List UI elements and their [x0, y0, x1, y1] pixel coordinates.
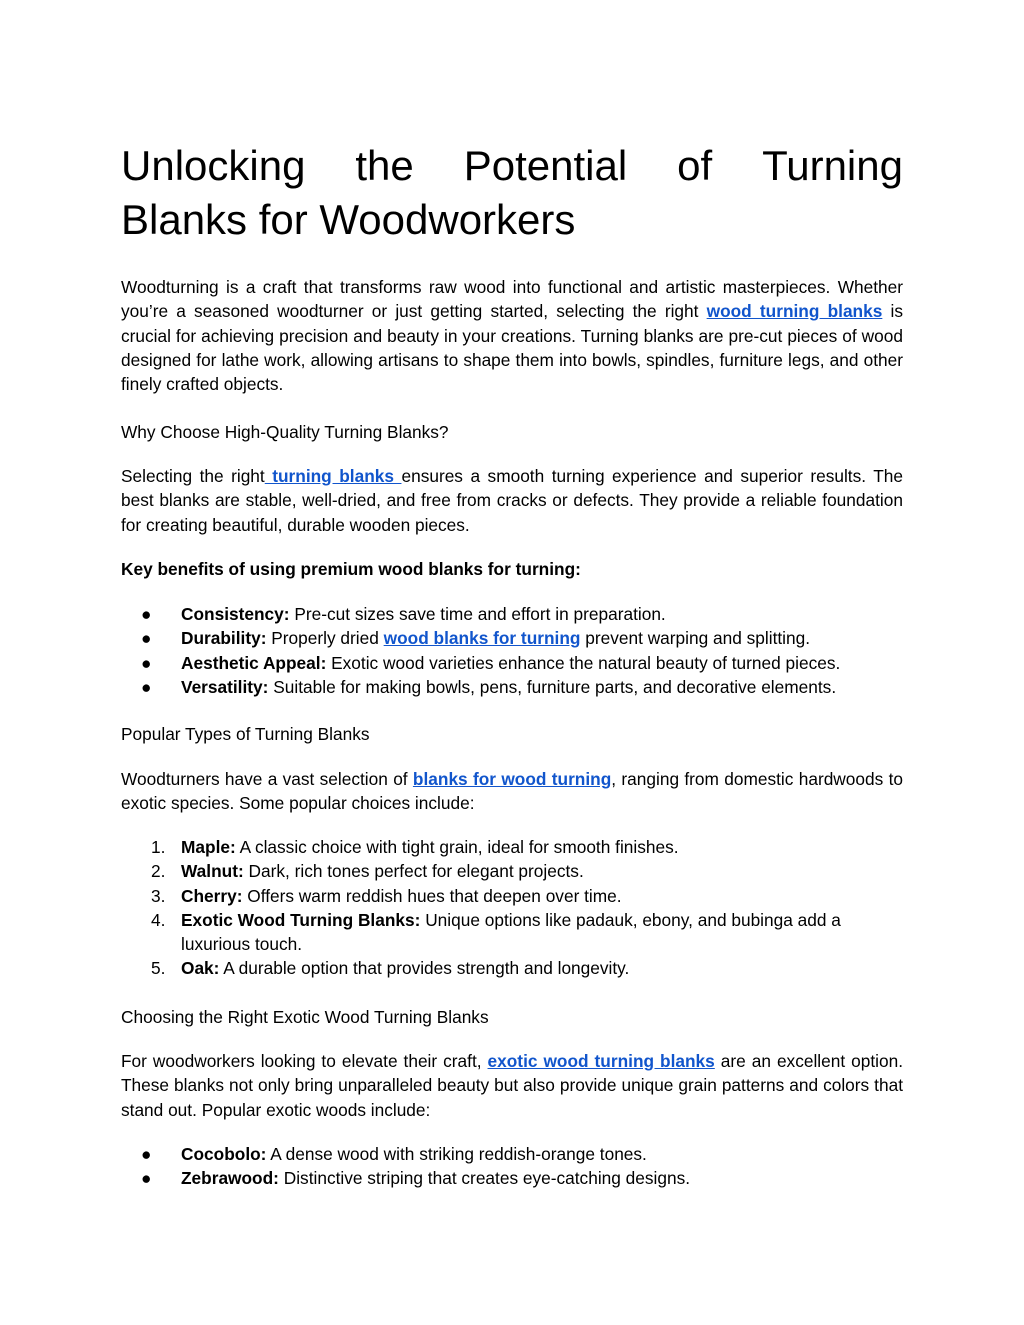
exotic-text: are an excellent option. These blanks not only bring unparalleled beauty but also provide unique grain patterns and colors that stand out. Popular exotic woods include:	[121, 1051, 904, 1120]
list-item	[121, 1142, 903, 1166]
title-word: Turning	[762, 142, 903, 189]
title-line-2: Blanks for Woodworkers	[121, 196, 576, 243]
item-label: Consistency:	[181, 604, 290, 624]
item-text: A dense wood with striking reddish-orange tones.	[266, 1144, 647, 1164]
item-text: Exotic wood varieties enhance the natural beauty of turned pieces.	[326, 652, 841, 673]
item-text: Offers warm reddish hues that deepen over time.	[242, 885, 622, 906]
page-title	[121, 139, 903, 247]
title-word: the	[355, 142, 414, 189]
list-item	[121, 884, 903, 908]
item-label: Maple:	[181, 837, 236, 857]
item-label: Walnut:	[181, 861, 244, 882]
item-text: Properly dried	[266, 628, 384, 649]
exotic-wood-turning-blanks-link[interactable]: exotic wood turning blanks	[487, 1051, 715, 1071]
exotic-paragraph	[121, 1049, 903, 1122]
item-label: Versatility:	[181, 676, 269, 697]
title-line-1	[121, 139, 903, 193]
item-text: Unique options like padauk, ebony, and bubinga add a luxurious touch.	[181, 909, 841, 955]
item-label: Cherry:	[181, 885, 243, 906]
item-number: 3.	[151, 885, 166, 906]
item-text: Dark, rich tones perfect for elegant projects.	[243, 861, 584, 882]
exotic-text: For woodworkers looking to elevate their craft,	[121, 1051, 488, 1071]
title-word: Unlocking	[121, 142, 306, 189]
item-label: Cocobolo:	[181, 1144, 267, 1164]
item-text: Suitable for making bowls, pens, furniture parts, and decorative elements.	[268, 676, 837, 697]
why-heading: Why Choose High-Quality Turning Blanks?	[121, 422, 449, 442]
benefits-list	[121, 602, 903, 699]
item-label: Aesthetic Appeal:	[181, 652, 327, 673]
types-list	[121, 835, 903, 981]
bullet-icon: ●	[141, 676, 152, 697]
wood-turning-blanks-link[interactable]: wood turning blanks	[706, 301, 883, 322]
intro-text: is crucial for achieving precision and beauty in your creations. Turning blanks are pre-cut pieces of wood designed for lathe work, allowing artisans to shape them into bowls, spindles, furniture legs, and other finely crafted objects.	[121, 301, 903, 395]
bullet-icon: ●	[141, 604, 152, 624]
item-label: Oak:	[181, 958, 220, 979]
title-word: of	[677, 142, 713, 189]
why-text: Selecting the right	[121, 466, 265, 486]
benefits-heading-text: Key benefits of using premium wood blanks for turning:	[121, 559, 581, 579]
list-item	[121, 602, 903, 626]
item-label: Durability:	[181, 628, 267, 649]
item-number: 4.	[151, 909, 166, 930]
exotic-heading: Choosing the Right Exotic Wood Turning Blanks	[121, 1007, 489, 1027]
intro-paragraph	[121, 275, 903, 396]
popular-paragraph	[121, 767, 903, 816]
item-text: A durable option that provides strength and longevity.	[219, 958, 630, 979]
exotic-woods-list	[121, 1142, 903, 1191]
wood-blanks-for-turning-link[interactable]: wood blanks for turning	[383, 628, 581, 649]
item-text: A classic choice with tight grain, ideal for smooth finishes.	[235, 837, 679, 857]
bullet-icon: ●	[141, 628, 152, 649]
list-item	[121, 835, 903, 859]
bullet-icon: ●	[141, 652, 152, 673]
item-text: Pre-cut sizes save time and effort in preparation.	[289, 604, 666, 624]
list-item	[121, 1166, 903, 1190]
title-word: Potential	[463, 142, 628, 189]
intro-text: Woodturning is a craft that transforms raw wood into functional and artistic masterpieces. Whether you’re a seasoned woodturner or just getting started, selecting the right	[121, 277, 903, 322]
list-item	[121, 908, 903, 957]
benefits-heading	[121, 557, 903, 581]
list-item	[121, 956, 903, 980]
list-item	[121, 859, 903, 883]
item-number: 5.	[151, 958, 166, 979]
turning-blanks-link[interactable]: turning blanks	[264, 466, 402, 486]
popular-text: , ranging from domestic hardwoods to exotic species. Some popular choices include:	[121, 769, 903, 814]
item-text: Distinctive striping that creates eye-catching designs.	[278, 1168, 691, 1189]
bullet-icon: ●	[141, 1144, 152, 1164]
item-label: Exotic Wood Turning Blanks:	[181, 909, 421, 930]
list-item	[121, 675, 903, 699]
list-item	[121, 651, 903, 675]
why-text: ensures a smooth turning experience and superior results. The best blanks are stable, well-dried, and free from cracks or defects. They provide a reliable foundation for creating beautiful, durable wooden pieces.	[121, 466, 903, 535]
popular-text: Woodturners have a vast selection of	[121, 769, 413, 789]
item-text: prevent warping and splitting.	[580, 628, 811, 649]
item-number: 1.	[151, 837, 166, 857]
why-paragraph	[121, 464, 903, 537]
blanks-for-wood-turning-link[interactable]: blanks for wood turning	[412, 769, 612, 789]
item-number: 2.	[151, 861, 166, 882]
popular-heading: Popular Types of Turning Blanks	[121, 724, 370, 744]
bullet-icon: ●	[141, 1168, 152, 1189]
item-label: Zebrawood:	[181, 1168, 279, 1189]
list-item	[121, 626, 903, 650]
